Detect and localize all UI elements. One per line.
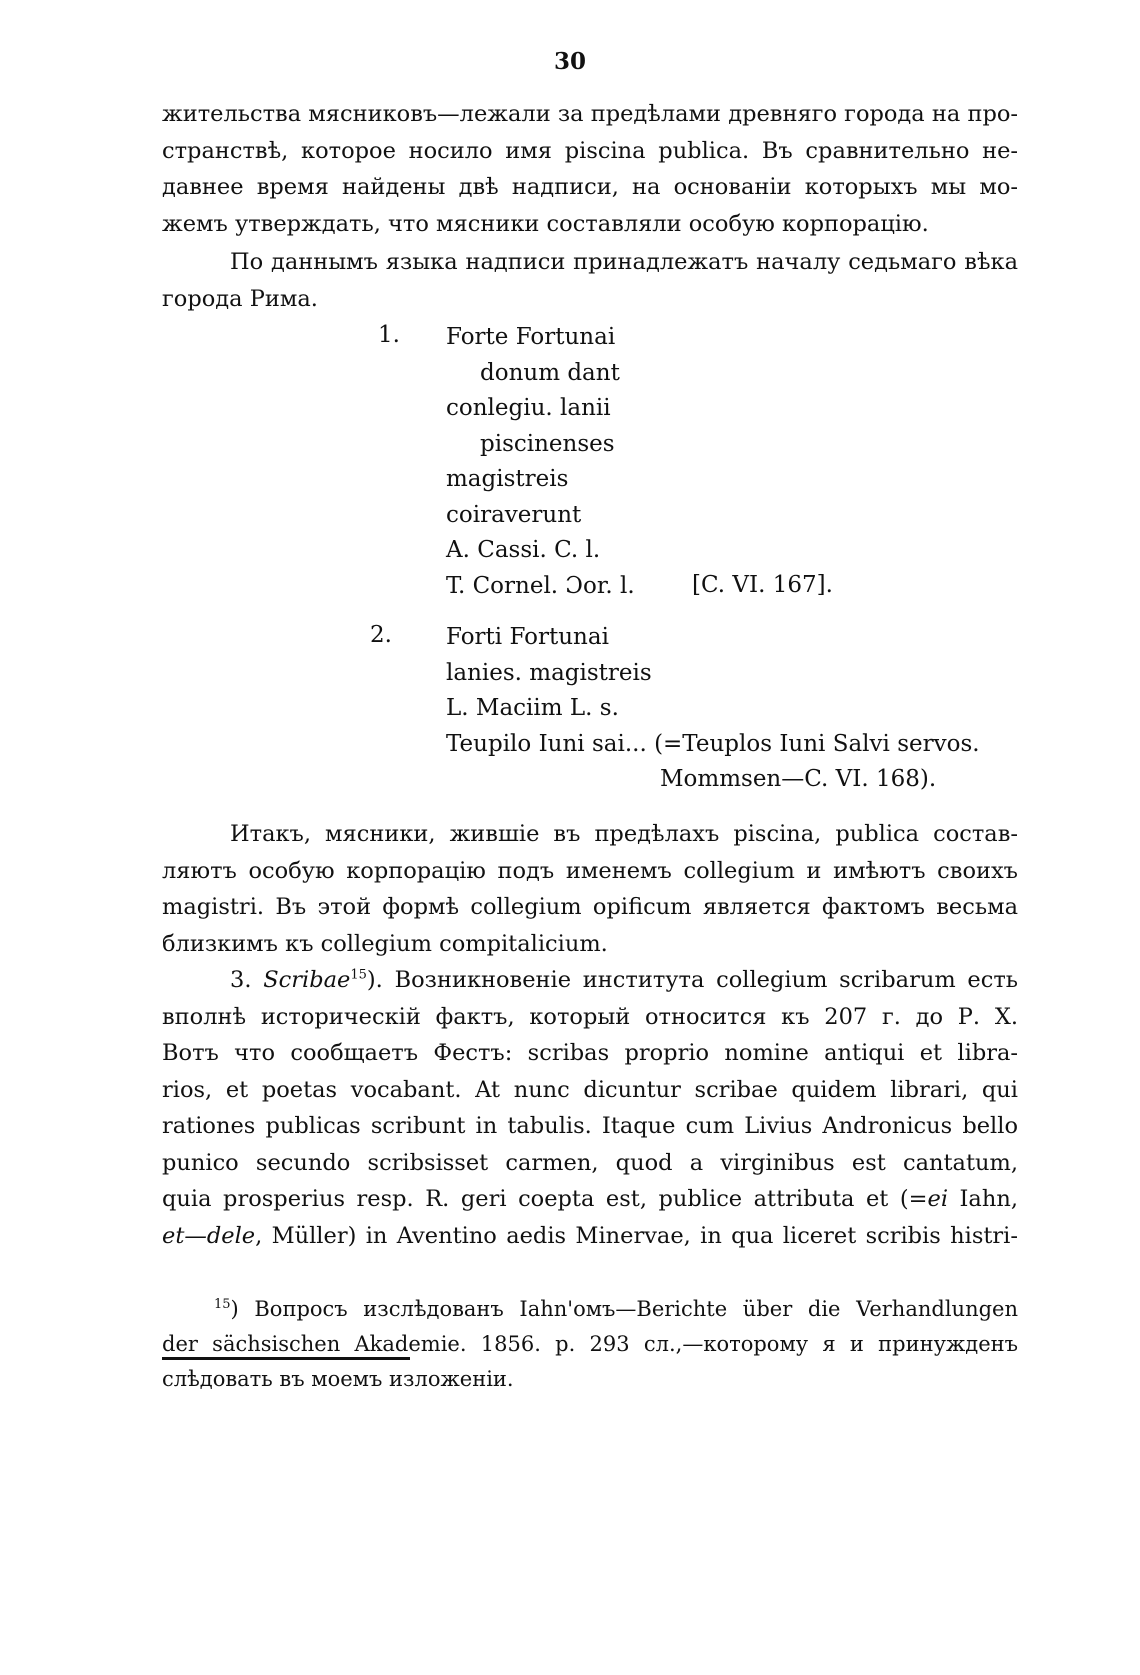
- inscription-1-reference: [C. VI. 167].: [692, 572, 833, 598]
- text-run: Возникновенiе института collegium scribarum есть: [394, 967, 1019, 993]
- inscription-1-number: 1.: [378, 322, 400, 348]
- text-line: [162, 1181, 1018, 1218]
- text-run: ) Вопросъ изслѣдованъ Iahn'омъ—Berichte über die Verhandlungen: [230, 1297, 1018, 1321]
- text-line: жемъ утверждать, что мясники составляли особую корпорацiю.: [162, 210, 929, 237]
- text-line: magistri. Въ этой формѣ collegium opificum является фактомъ весьма: [162, 894, 1018, 920]
- inscription-line: conlegiu. lanii: [446, 395, 611, 421]
- paragraph-1: [162, 96, 1018, 242]
- text-line: слѣдовать въ моемъ изложенiи.: [162, 1367, 514, 1391]
- inscription-2-number: 2.: [370, 622, 392, 648]
- inscription-line: A. Cassi. C. l.: [446, 537, 601, 563]
- text-line: rationes publicas scribunt in tabulis. Itaque cum Livius Andronicus bello: [162, 1113, 1018, 1139]
- text-line: города Рима.: [162, 285, 318, 312]
- inscription-line: L. Maciim L. s.: [446, 695, 619, 721]
- text-line: Вотъ что сообщаетъ Фестъ: scribas proprio nomine antiqui et libra-: [162, 1040, 1018, 1066]
- text-line: ляютъ особую корпорацiю подъ именемъ collegium и имѣютъ своихъ: [162, 857, 1018, 884]
- inscription-line: coiraverunt: [446, 501, 582, 528]
- text-line: der sächsischen Akademie. 1856. p. 293 сл.,—которому я и принужденъ: [162, 1332, 1018, 1356]
- text-line: странствѣ, которое носило имя piscina publica. Въ сравнительно не-: [162, 137, 1018, 164]
- text-line: punico secundo scribsisset carmen, quod a virginibus est cantatum,: [162, 1149, 1018, 1176]
- paragraph-4: [162, 962, 1018, 1254]
- section-number: 3.: [230, 967, 252, 993]
- text-line: [162, 1218, 1018, 1255]
- text-line: вполнѣ историческiй фактъ, который относится къ 207 г. до Р. Х.: [162, 1003, 1018, 1030]
- text-run: quia prosperius resp. R. geri coepta est, publice attributa et (=: [162, 1186, 928, 1212]
- inscription-line: donum dant: [480, 359, 620, 386]
- footnote: [162, 1292, 1018, 1397]
- footnote-reference: 15: [350, 967, 367, 983]
- text-run: Iahn,: [948, 1186, 1018, 1212]
- text-line: По даннымъ языка надписи принадлежатъ началу седьмаго вѣка: [230, 249, 1018, 275]
- text-line: близкимъ къ collegium compitalicium.: [162, 930, 608, 957]
- inscription-1: [446, 320, 635, 604]
- text-run-italic: et—dele: [162, 1222, 256, 1249]
- inscription-2: [446, 620, 980, 798]
- text-line: Итакъ, мясники, жившiе въ предѣлахъ piscina, publica состав-: [230, 821, 1018, 847]
- text-run: , Müller) in Aventino aedis Minervae, in qua liceret scribis histri-: [255, 1222, 1018, 1249]
- text-line: [162, 962, 1018, 999]
- inscription-line: Teupilo Iuni sai... (=Teuplos Iuni Salvi servos.: [446, 730, 980, 757]
- inscription-line: T. Cornel. Ɔor. l.: [446, 572, 635, 599]
- text-line: давнее время найдены двѣ надписи, на основанiи которыхъ мы мо-: [162, 174, 1018, 200]
- section-heading: Scribae: [263, 967, 351, 993]
- text-line: жительства мясниковъ—лежали за предѣлами древняго города на про-: [162, 101, 1018, 127]
- inscription-line: piscinenses: [480, 430, 615, 457]
- text-line: rios, et poetas vocabant. At nunc dicuntur scribae quidem librari, qui: [162, 1076, 1018, 1103]
- footnote-mark: 15: [214, 1297, 231, 1312]
- page-number: 30: [553, 48, 586, 75]
- heading-suffix: ).: [366, 967, 383, 993]
- inscription-line: Forti Fortunai: [446, 624, 609, 650]
- inscription-line: lanies. magistreis: [446, 659, 652, 686]
- text-run-italic: ei: [927, 1186, 949, 1212]
- inscription-line: Forte Fortunai: [446, 324, 616, 350]
- inscription-line: magistreis: [446, 466, 569, 492]
- inscription-line: Mommsen—C. VI. 168).: [660, 766, 937, 792]
- paragraph-3: [162, 816, 1018, 962]
- paragraph-2: [162, 244, 1018, 317]
- text-line: [162, 1292, 1018, 1327]
